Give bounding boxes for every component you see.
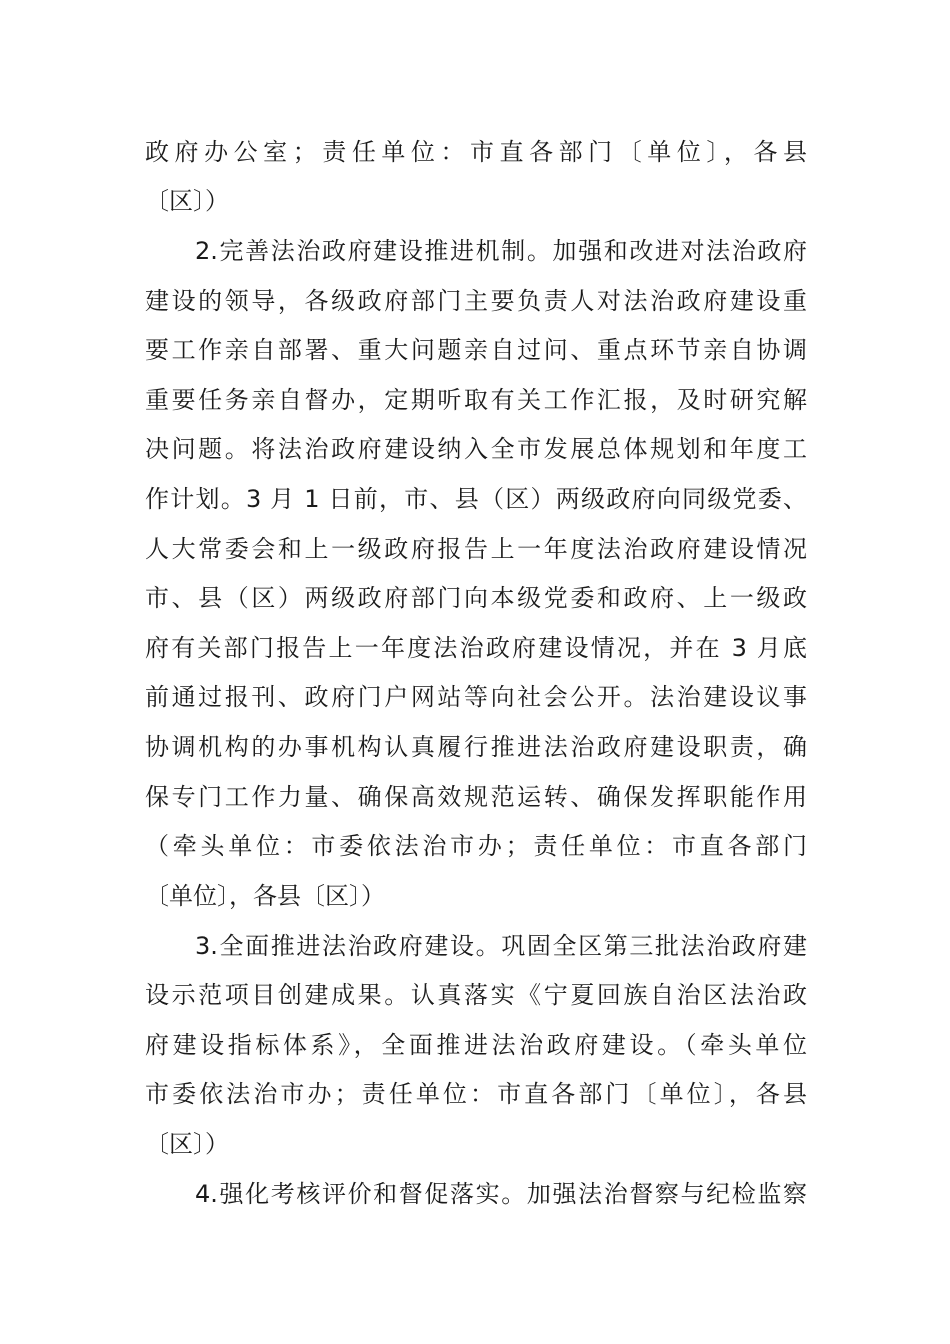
- text-line: 建设的领导，各级政府部门主要负责人对法治政府建设重: [145, 287, 807, 315]
- text-line: 要工作亲自部署、重大问题亲自过问、重点环节亲自协调: [145, 336, 807, 364]
- paragraph-heading-4: 4.强化考核评价和督促落实。加强法治督察与纪检监察: [195, 1180, 807, 1208]
- text-line: 协调机构的办事机构认真履行推进法治政府建设职责，确: [145, 733, 807, 761]
- text-line: 作计划。3 月 1 日前，市、县（区）两级政府向同级党委、: [145, 485, 807, 513]
- text-line: 〔区〕）: [145, 187, 229, 215]
- text-line: 政府办公室；责任单位：市直各部门〔单位〕，各县: [145, 138, 807, 166]
- paragraph-heading-2: 2.完善法治政府建设推进机制。加强和改进对法治政府: [195, 237, 807, 265]
- paragraph-heading-3: 3.全面推进法治政府建设。巩固全区第三批法治政府建: [195, 932, 807, 960]
- text-line: 保专门工作力量、确保高效规范运转、确保发挥职能作用: [145, 783, 807, 811]
- text-line: 市、县（区）两级政府部门向本级党委和政府、上一级政: [145, 584, 807, 612]
- text-line: 设示范项目创建成果。认真落实《宁夏回族自治区法治政: [145, 981, 807, 1009]
- text-line: 府建设指标体系》，全面推进法治政府建设。（牵头单位: [145, 1031, 807, 1059]
- text-line: 重要任务亲自督办，定期听取有关工作汇报，及时研究解: [145, 386, 807, 414]
- text-line: 〔区〕）: [145, 1130, 229, 1158]
- text-line: 市委依法治市办；责任单位：市直各部门〔单位〕，各县: [145, 1080, 807, 1108]
- text-line: 前通过报刊、政府门户网站等向社会公开。法治建设议事: [145, 683, 807, 711]
- text-line: （牵头单位：市委依法治市办；责任单位：市直各部门: [145, 832, 807, 860]
- text-line: 府有关部门报告上一年度法治政府建设情况，并在 3 月底: [145, 634, 807, 662]
- text-line: 〔单位〕，各县〔区〕）: [145, 882, 385, 910]
- text-line: 人大常委会和上一级政府报告上一年度法治政府建设情况: [145, 535, 807, 563]
- text-line: 决问题。将法治政府建设纳入全市发展总体规划和年度工: [145, 435, 807, 463]
